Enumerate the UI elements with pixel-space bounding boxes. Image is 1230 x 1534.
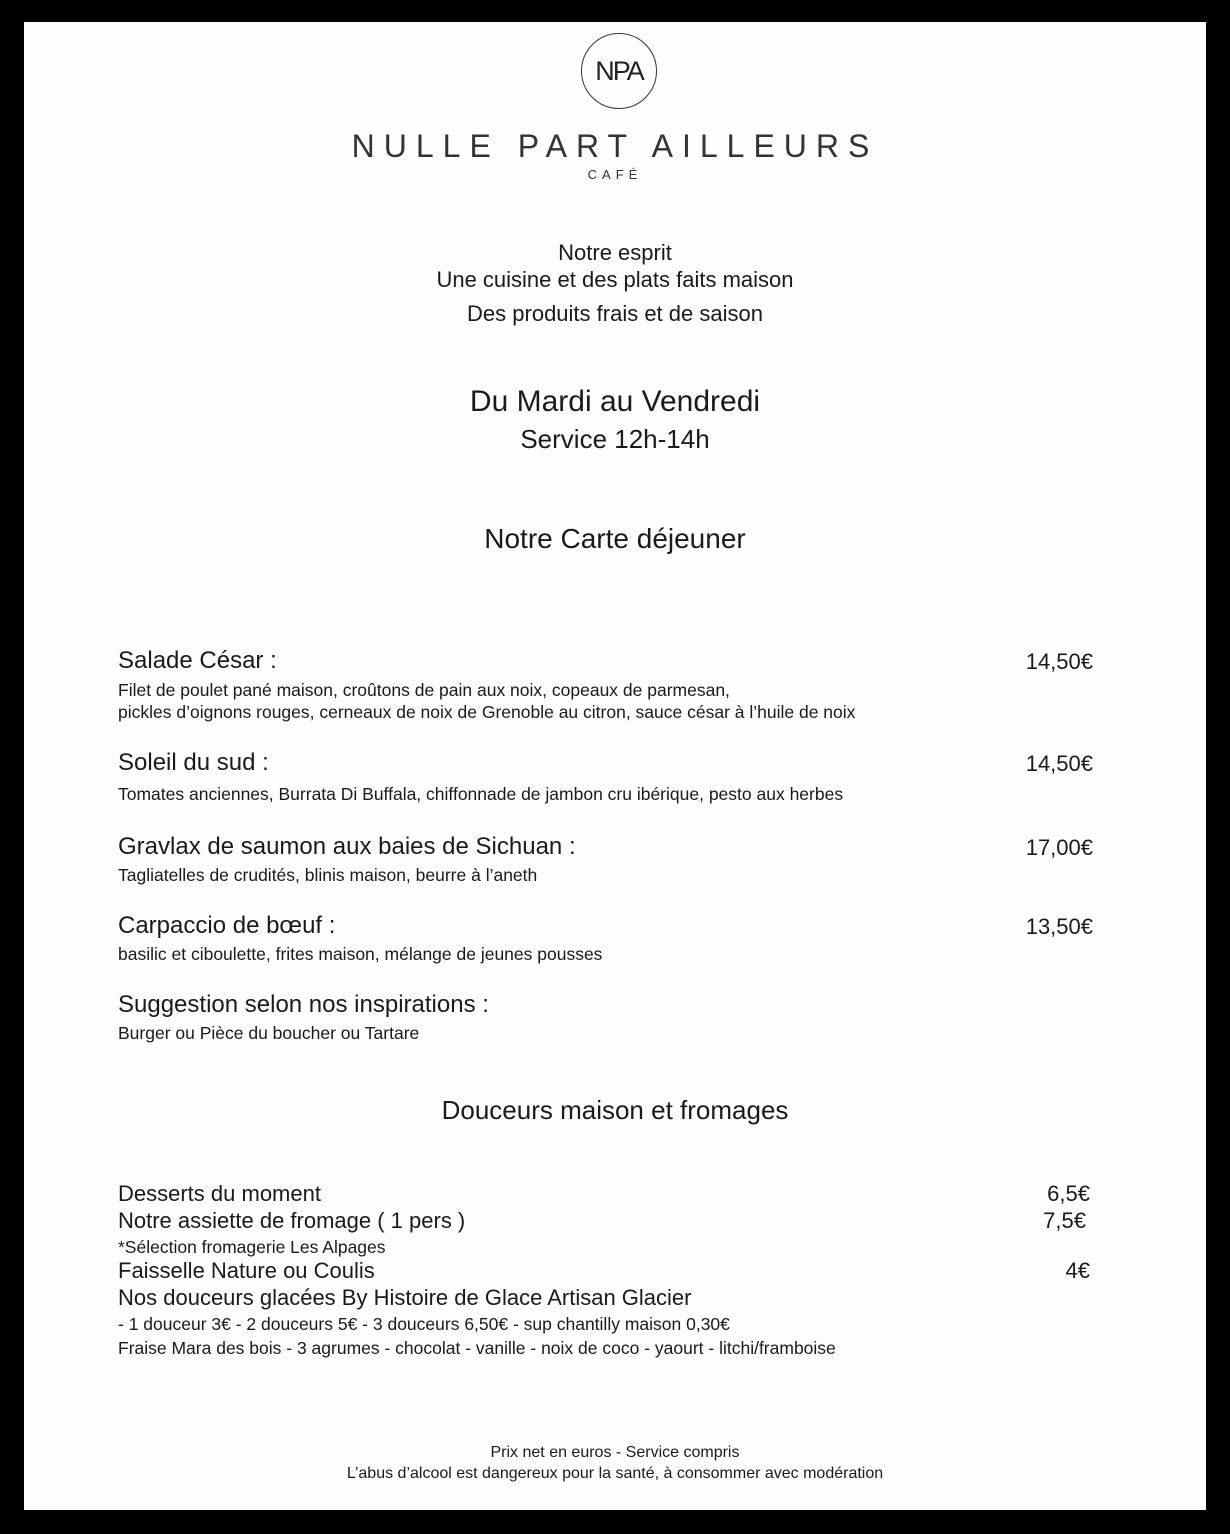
desserts-heading: Douceurs maison et fromages xyxy=(441,1095,789,1125)
schedule-days: Du Mardi au Vendredi xyxy=(469,385,761,418)
menu-item-desc: Tomates anciennes, Burrata Di Buffala, chiffonnade de jambon cru ibérique, pesto aux herbes xyxy=(118,784,844,804)
dessert-desc: - 1 douceur 3€ - 2 douceurs 5€ - 3 douceurs 6,50€ - sup chantilly maison 0,30€ xyxy=(118,1314,730,1334)
schedule-service: Service 12h-14h xyxy=(520,424,710,454)
brand-subtitle: CAFÉ xyxy=(587,167,643,182)
logo-text: NPA xyxy=(595,55,643,86)
dessert-price: 4€ xyxy=(1065,1258,1090,1283)
dessert-note: *Sélection fromagerie Les Alpages xyxy=(118,1237,386,1257)
intro-line: Des produits frais et de saison xyxy=(467,301,763,326)
menu-item-desc: pickles d’oignons rouges, cerneaux de noix de Grenoble au citron, sauce césar à l’huile de noix xyxy=(118,702,856,722)
dessert-name: Faisselle Nature ou Coulis xyxy=(118,1258,375,1283)
footer-line: Prix net en euros - Service compris xyxy=(490,1444,740,1461)
menu-item-price: 13,50€ xyxy=(1025,914,1093,939)
footer-line: L’abus d’alcool est dangereux pour la santé, à consommer avec modération xyxy=(346,1465,884,1482)
brand-name: NULLE PART AILLEURS xyxy=(351,128,879,164)
dessert-price: 7,5€ xyxy=(1043,1208,1086,1233)
menu-item-desc: basilic et ciboulette, frites maison, mélange de jeunes pousses xyxy=(118,944,603,964)
menu-item-name: Salade César : xyxy=(118,647,277,674)
menu-item-desc: Burger ou Pièce du boucher ou Tartare xyxy=(118,1023,420,1043)
dessert-price: 6,5€ xyxy=(1047,1181,1090,1206)
menu-item-name: Carpaccio de bœuf : xyxy=(118,912,336,939)
menu-item-desc: Filet de poulet pané maison, croûtons de pain aux noix, copeaux de parmesan, xyxy=(118,680,730,700)
menu-item-price: 14,50€ xyxy=(1025,649,1093,674)
menu-item-name: Suggestion selon nos inspirations : xyxy=(118,991,489,1018)
dessert-name: Nos douceurs glacées By Histoire de Glace Artisan Glacier xyxy=(118,1285,692,1310)
dessert-name: Desserts du moment xyxy=(118,1181,321,1206)
lunch-heading: Notre Carte déjeuner xyxy=(484,523,746,554)
menu-item-desc: Tagliatelles de crudités, blinis maison, beurre à l’aneth xyxy=(118,865,538,885)
intro-line: Une cuisine et des plats faits maison xyxy=(436,267,794,292)
logo-monogram xyxy=(581,33,657,109)
dessert-name: Notre assiette de fromage ( 1 pers ) xyxy=(118,1208,466,1233)
menu-item-price: 14,50€ xyxy=(1025,751,1093,776)
menu-item-name: Gravlax de saumon aux baies de Sichuan : xyxy=(118,833,576,860)
menu-item-name: Soleil du sud : xyxy=(118,749,269,776)
dessert-desc: Fraise Mara des bois - 3 agrumes - chocolat - vanille - noix de coco - yaourt - litchi/framboise xyxy=(118,1338,836,1358)
intro-heading: Notre esprit xyxy=(558,240,672,265)
menu-item-price: 17,00€ xyxy=(1025,835,1093,860)
